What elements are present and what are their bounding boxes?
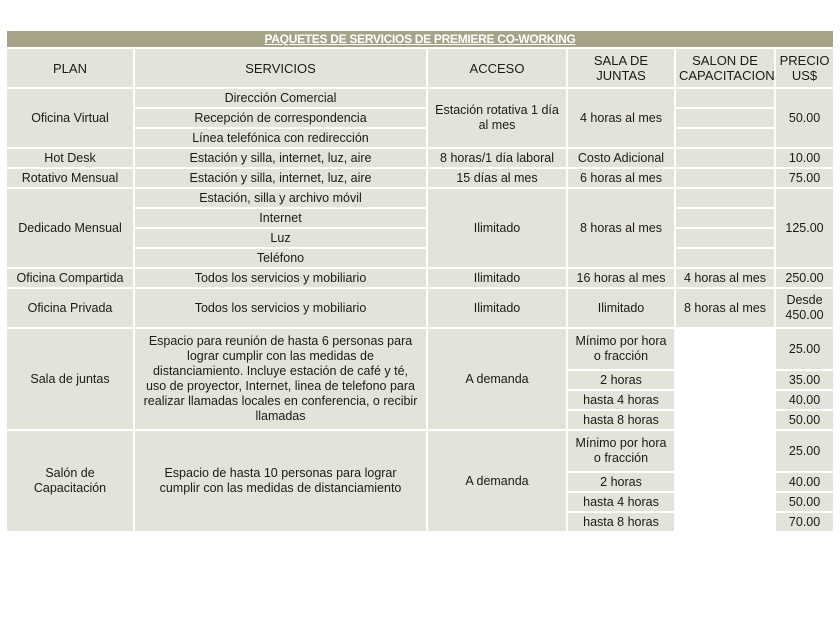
access-cell: Ilimitado xyxy=(427,188,567,268)
plan-cell: Rotativo Mensual xyxy=(6,168,134,188)
access-cell: Ilimitado xyxy=(427,288,567,328)
price-cell: 50.00 xyxy=(775,410,834,430)
table-title: PAQUETES DE SERVICIOS DE PREMIERE CO-WORKING xyxy=(6,30,834,48)
training-room-cell xyxy=(675,188,775,208)
price-cell: 25.00 xyxy=(775,328,834,370)
header-plan: PLAN xyxy=(6,48,134,88)
header-servicios: SERVICIOS xyxy=(134,48,427,88)
table-row xyxy=(6,268,834,288)
price-cell: 40.00 xyxy=(775,472,834,492)
service-cell: Internet xyxy=(134,208,427,228)
plan-cell: Salón de Capacitación xyxy=(6,430,134,532)
pricing-table-container xyxy=(5,29,833,533)
header-row xyxy=(6,48,834,88)
training-room-cell xyxy=(675,208,775,228)
meeting-room-cell: Ilimitado xyxy=(567,288,675,328)
training-room-cell xyxy=(675,410,775,430)
header-sala-juntas: SALA DE JUNTAS xyxy=(567,48,675,88)
meeting-room-cell: Costo Adicional xyxy=(567,148,675,168)
training-room-cell xyxy=(675,168,775,188)
rate-option-cell: Mínimo por hora o fracción xyxy=(567,430,675,472)
table-row xyxy=(6,430,834,472)
header-acceso: ACCESO xyxy=(427,48,567,88)
service-cell: Luz xyxy=(134,228,427,248)
price-cell: 35.00 xyxy=(775,370,834,390)
service-cell: Todos los servicios y mobiliario xyxy=(134,288,427,328)
training-room-cell xyxy=(675,148,775,168)
rate-option-cell: hasta 4 horas xyxy=(567,492,675,512)
table-row xyxy=(6,88,834,108)
rate-option-cell: Mínimo por hora o fracción xyxy=(567,328,675,370)
price-cell: 70.00 xyxy=(775,512,834,532)
training-room-cell xyxy=(675,430,775,472)
price-cell: 40.00 xyxy=(775,390,834,410)
service-description: Espacio de hasta 10 personas para lograr cumplir con las medidas de distanciamiento xyxy=(134,430,427,532)
rate-option-cell: 2 horas xyxy=(567,370,675,390)
service-description: Espacio para reunión de hasta 6 personas para lograr cumplir con las medidas de distanciamiento. Incluye estación de café y té, uso de proyector, Internet, linea de telefono para realizar llamadas locales en conferencia, o recibir llamadas xyxy=(134,328,427,430)
rate-option-cell: hasta 8 horas xyxy=(567,512,675,532)
meeting-room-cell: 16 horas al mes xyxy=(567,268,675,288)
plan-cell: Sala de juntas xyxy=(6,328,134,430)
training-room-cell xyxy=(675,370,775,390)
training-room-cell xyxy=(675,228,775,248)
price-cell: 75.00 xyxy=(775,168,834,188)
service-cell: Recepción de correspondencia xyxy=(134,108,427,128)
training-room-cell xyxy=(675,248,775,268)
training-room-cell xyxy=(675,108,775,128)
service-cell: Dirección Comercial xyxy=(134,88,427,108)
plan-cell: Oficina Compartida xyxy=(6,268,134,288)
training-room-cell xyxy=(675,512,775,532)
price-cell: 50.00 xyxy=(775,88,834,148)
price-cell: 250.00 xyxy=(775,268,834,288)
access-cell: 15 días al mes xyxy=(427,168,567,188)
table-row xyxy=(6,188,834,208)
price-cell: Desde 450.00 xyxy=(775,288,834,328)
rate-option-cell: hasta 4 horas xyxy=(567,390,675,410)
plan-cell: Hot Desk xyxy=(6,148,134,168)
price-cell: 125.00 xyxy=(775,188,834,268)
header-salon-capacitacion: SALON DE CAPACITACION xyxy=(675,48,775,88)
service-cell: Teléfono xyxy=(134,248,427,268)
price-cell: 10.00 xyxy=(775,148,834,168)
price-cell: 50.00 xyxy=(775,492,834,512)
training-room-cell xyxy=(675,472,775,492)
training-room-cell xyxy=(675,390,775,410)
plan-cell: Dedicado Mensual xyxy=(6,188,134,268)
table-row xyxy=(6,328,834,370)
training-room-cell: 4 horas al mes xyxy=(675,268,775,288)
meeting-room-cell: 6 horas al mes xyxy=(567,168,675,188)
price-cell: 25.00 xyxy=(775,430,834,472)
title-row xyxy=(6,30,834,48)
access-cell: Ilimitado xyxy=(427,268,567,288)
service-cell: Estación y silla, internet, luz, aire xyxy=(134,148,427,168)
meeting-room-cell: 8 horas al mes xyxy=(567,188,675,268)
service-cell: Línea telefónica con redirección xyxy=(134,128,427,148)
training-room-cell xyxy=(675,328,775,370)
header-precio: PRECIO US$ xyxy=(775,48,834,88)
access-cell: A demanda xyxy=(427,328,567,430)
service-cell: Estación y silla, internet, luz, aire xyxy=(134,168,427,188)
rate-option-cell: 2 horas xyxy=(567,472,675,492)
plan-cell: Oficina Privada xyxy=(6,288,134,328)
pricing-table xyxy=(5,29,835,533)
table-row xyxy=(6,148,834,168)
table-row xyxy=(6,168,834,188)
training-room-cell xyxy=(675,88,775,108)
table-row xyxy=(6,288,834,328)
service-cell: Estación, silla y archivo móvil xyxy=(134,188,427,208)
service-cell: Todos los servicios y mobiliario xyxy=(134,268,427,288)
meeting-room-cell: 4 horas al mes xyxy=(567,88,675,148)
training-room-cell xyxy=(675,492,775,512)
access-cell: A demanda xyxy=(427,430,567,532)
training-room-cell xyxy=(675,128,775,148)
training-room-cell: 8 horas al mes xyxy=(675,288,775,328)
rate-option-cell: hasta 8 horas xyxy=(567,410,675,430)
plan-cell: Oficina Virtual xyxy=(6,88,134,148)
access-cell: 8 horas/1 día laboral xyxy=(427,148,567,168)
access-cell: Estación rotativa 1 día al mes xyxy=(427,88,567,148)
